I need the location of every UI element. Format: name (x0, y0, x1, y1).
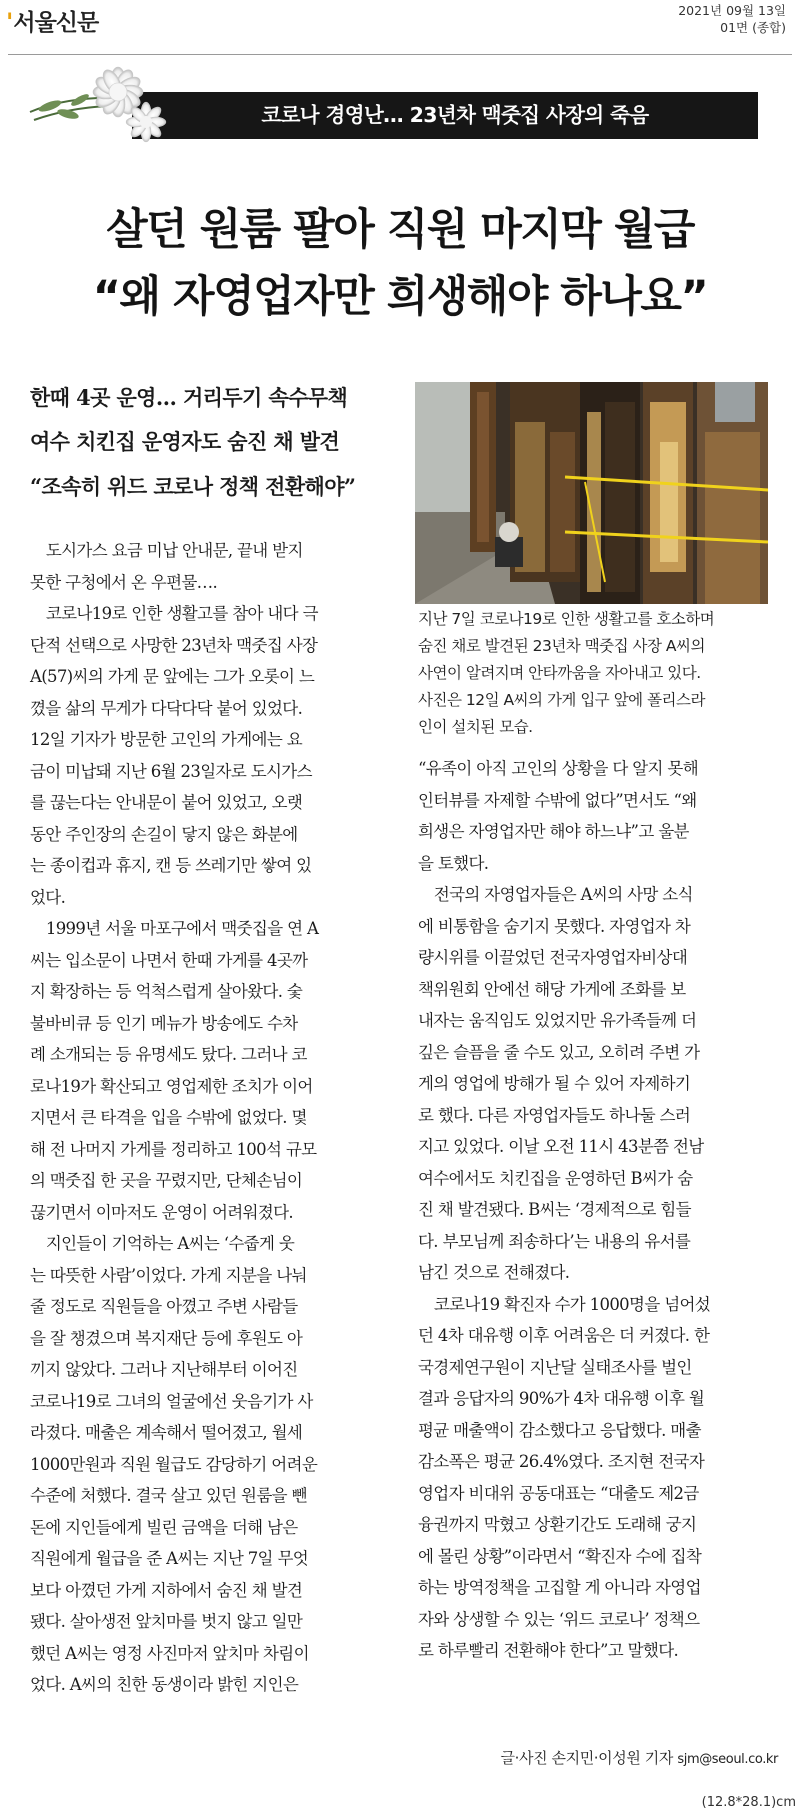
body-line: 융권까지 막혔고 상환기간도 도래해 궁지 (418, 1515, 697, 1534)
caption-line: 사진은 12일 A씨의 가게 입구 앞에 폴리스라 (418, 691, 705, 709)
body-line: 었다. (30, 887, 66, 907)
body-line: 코로나19 확진자 수가 1000명을 넘어섰 (418, 1294, 711, 1314)
newspaper-logo (6, 4, 98, 37)
body-line: 했던 A씨는 영정 사진마저 앞치마 차림이 (30, 1643, 309, 1663)
body-line: A(57)씨의 가게 문 앞에는 그가 오롯이 느 (30, 667, 315, 686)
body-line: 됐다. 살아생전 앞치마를 벗지 않고 일만 (30, 1612, 303, 1631)
subhead-3: “조속히 위드 코로나 정책 전환해야” (30, 474, 356, 499)
article-size-note: (12.8*28.1)cm (701, 1795, 796, 1810)
body-line: 는 따뜻한 사람’이었다. 가게 지분을 나눠 (30, 1265, 307, 1285)
body-line: 단적 선택으로 사망한 23년차 맥줏집 사장 (30, 635, 318, 655)
body-line: 지고 있었다. 이날 오전 11시 43분쯤 전남 (418, 1137, 704, 1156)
body-line: 자와 상생할 수 있는 ‘위드 코로나’ 정책으 (418, 1609, 700, 1629)
body-line: 여수에서도 치킨집을 운영하던 B씨가 숨 (418, 1168, 693, 1188)
body-line: 못한 구청에서 온 우편물…. (30, 572, 218, 592)
article-column-right (418, 753, 780, 1667)
body-line: 라졌다. 매출은 계속해서 떨어졌고, 월세 (30, 1423, 303, 1442)
body-line: 금이 미납돼 지난 6월 23일자로 도시가스 (30, 761, 312, 781)
photo-caption (418, 606, 773, 741)
body-line: 는 종이컵과 휴지, 캔 등 쓰레기만 쌓여 있 (30, 856, 312, 875)
storefront-photo (415, 382, 768, 604)
body-line: 평균 매출액이 감소했다고 응답했다. 매출 (418, 1420, 701, 1440)
body-line: 1000만원과 직원 월급도 감당하기 어려운 (30, 1454, 318, 1474)
body-line: 지인들이 기억하는 A씨는 ‘수줍게 웃 (30, 1234, 295, 1253)
body-line: 도시가스 요금 미납 안내문, 끝내 받지 (30, 541, 303, 560)
body-line: 의 맥줏집 한 곳을 꾸렸지만, 단체손님이 (30, 1171, 303, 1190)
logo-mark: ' (6, 8, 13, 36)
body-line: 코로나19로 인한 생활고를 참아 내다 극 (30, 604, 318, 623)
body-line: 결과 응답자의 90%가 4차 대유행 이후 월 (418, 1389, 705, 1408)
issue-date: 2021년 09월 13일 (678, 3, 786, 18)
caption-line: 숨진 채로 발견된 23년차 맥줏집 사장 A씨의 (418, 637, 705, 655)
byline-email: sjm@seoul.co.kr (677, 1752, 778, 1767)
headline-line-1: 살던 원룸 팔아 직원 마지막 월급 (106, 205, 694, 255)
chrysanthemum-icon (28, 50, 168, 150)
body-line: 인터뷰를 자제할 수밖에 없다”면서도 “왜 (418, 790, 697, 810)
body-line: 희생은 자영업자만 해야 하느냐”고 울분 (418, 822, 689, 841)
body-line: 에 비통함을 숨기지 못했다. 자영업자 차 (418, 916, 691, 936)
body-line: 게의 영업에 방해가 될 수 있어 자제하기 (418, 1074, 691, 1093)
body-line: 코로나19로 그녀의 얼굴에선 웃음기가 사 (30, 1391, 313, 1411)
logo-text: 서울신문 (13, 10, 99, 36)
caption-line: 지난 7일 코로나19로 인한 생활고를 호소하며 (418, 610, 715, 628)
body-line: 전국의 자영업자들은 A씨의 사망 소식 (418, 885, 693, 904)
body-line: 직원에게 월급을 준 A씨는 지난 7일 무엇 (30, 1549, 309, 1568)
body-line: 량시위를 이끌었던 전국자영업자비상대 (418, 948, 688, 967)
body-line: 진 채 발견됐다. B씨는 ‘경제적으로 힘들 (418, 1200, 691, 1219)
body-line: 해 전 나머지 가게를 정리하고 100석 규모 (30, 1139, 317, 1159)
body-line: 깊은 슬픔을 줄 수도 있고, 오히려 주변 가 (418, 1042, 700, 1062)
body-line: 로나19가 확산되고 영업제한 조치가 이어 (30, 1076, 313, 1096)
body-line: 에 몰린 상황”이라면서 “확진자 수에 집착 (418, 1546, 702, 1566)
body-line: 하는 방역정책을 고집할 게 아니라 자영업 (418, 1578, 701, 1597)
body-line: 줄 정도로 직원들을 아꼈고 주변 사람들 (30, 1297, 298, 1316)
body-line: 끼지 않았다. 그러나 지난해부터 이어진 (30, 1360, 298, 1379)
byline-authors: 글·사진 손지민·이성원 기자 (500, 1749, 673, 1767)
body-line: 보다 아꼈던 가게 지하에서 숨진 채 발견 (30, 1580, 303, 1600)
body-line: 동안 주인장의 손길이 닿지 않은 화분에 (30, 824, 298, 844)
body-line: 례 소개되는 등 유명세도 탔다. 그러나 코 (30, 1045, 307, 1064)
article-column-left (30, 535, 400, 1701)
body-line: 꼈을 삶의 무게가 다닥다닥 붙어 있었다. (30, 698, 303, 718)
body-line: 을 토했다. (418, 853, 489, 873)
body-line: 다. 부모님께 죄송하다’는 내용의 유서를 (418, 1231, 691, 1251)
body-line: 남긴 것으로 전해졌다. (418, 1263, 570, 1282)
subhead-1: 한때 4곳 운영… 거리두기 속수무책 (30, 385, 348, 410)
body-line: 내자는 움직임도 있었지만 유가족들께 더 (418, 1011, 697, 1030)
banner-title: 코로나 경영난… 23년차 맥줏집 사장의 죽음 (261, 103, 649, 127)
body-line: “유족이 아직 고인의 상황을 다 알지 못해 (418, 759, 698, 778)
body-line: 불바비큐 등 인기 메뉴가 방송에도 수차 (30, 1013, 298, 1033)
body-line: 로 하루빨리 전환해야 한다”고 말했다. (418, 1641, 679, 1660)
page-number: 01면 (종합) (720, 20, 786, 35)
body-line: 돈에 지인들에게 빌린 금액을 더해 남은 (30, 1517, 298, 1537)
body-line: 지면서 큰 타격을 입을 수밖에 없었다. 몇 (30, 1108, 307, 1127)
byline (436, 1747, 778, 1768)
body-line: 책위원회 안에선 해당 가게에 조화를 보 (418, 979, 686, 999)
caption-line: 사연이 알려지며 안타까움을 자아내고 있다. (418, 664, 701, 682)
body-line: 수준에 처했다. 결국 살고 있던 원룸을 뺀 (30, 1486, 307, 1505)
body-line: 끊기면서 이마저도 운영이 어려워졌다. (30, 1202, 294, 1222)
body-line: 1999년 서울 마포구에서 맥줏집을 연 A (30, 919, 319, 938)
issue-meta (678, 2, 786, 36)
body-line: 씨는 입소문이 나면서 한때 가게를 4곳까 (30, 950, 308, 970)
body-line: 영업자 비대위 공동대표는 “대출도 제2금 (418, 1483, 699, 1503)
caption-line: 인이 설치된 모습. (418, 718, 533, 736)
body-line: 국경제연구원이 지난달 실태조사를 벌인 (418, 1357, 692, 1377)
body-line: 로 했다. 다른 자영업자들도 하나둘 스러 (418, 1105, 691, 1125)
body-line: 12일 기자가 방문한 고인의 가게에는 요 (30, 730, 303, 749)
subhead-2: 여수 치킨집 운영자도 숨진 채 발견 (30, 429, 340, 454)
body-line: 를 끊는다는 안내문이 붙어 있었고, 오랫 (30, 793, 303, 812)
body-line: 감소폭은 평균 26.4%였다. 조지현 전국자 (418, 1452, 705, 1471)
body-line: 지 확장하는 등 억척스럽게 살아왔다. 숯 (30, 982, 303, 1001)
body-line: 던 4차 대유행 이후 어려움은 더 커졌다. 한 (418, 1326, 710, 1345)
body-line: 었다. A씨의 친한 동생이라 밝힌 지인은 (30, 1675, 299, 1694)
headline-line-2: “왜 자영업자만 희생해야 하나요” (92, 272, 708, 322)
body-line: 을 잘 챙겼으며 복지재단 등에 후원도 아 (30, 1328, 303, 1348)
